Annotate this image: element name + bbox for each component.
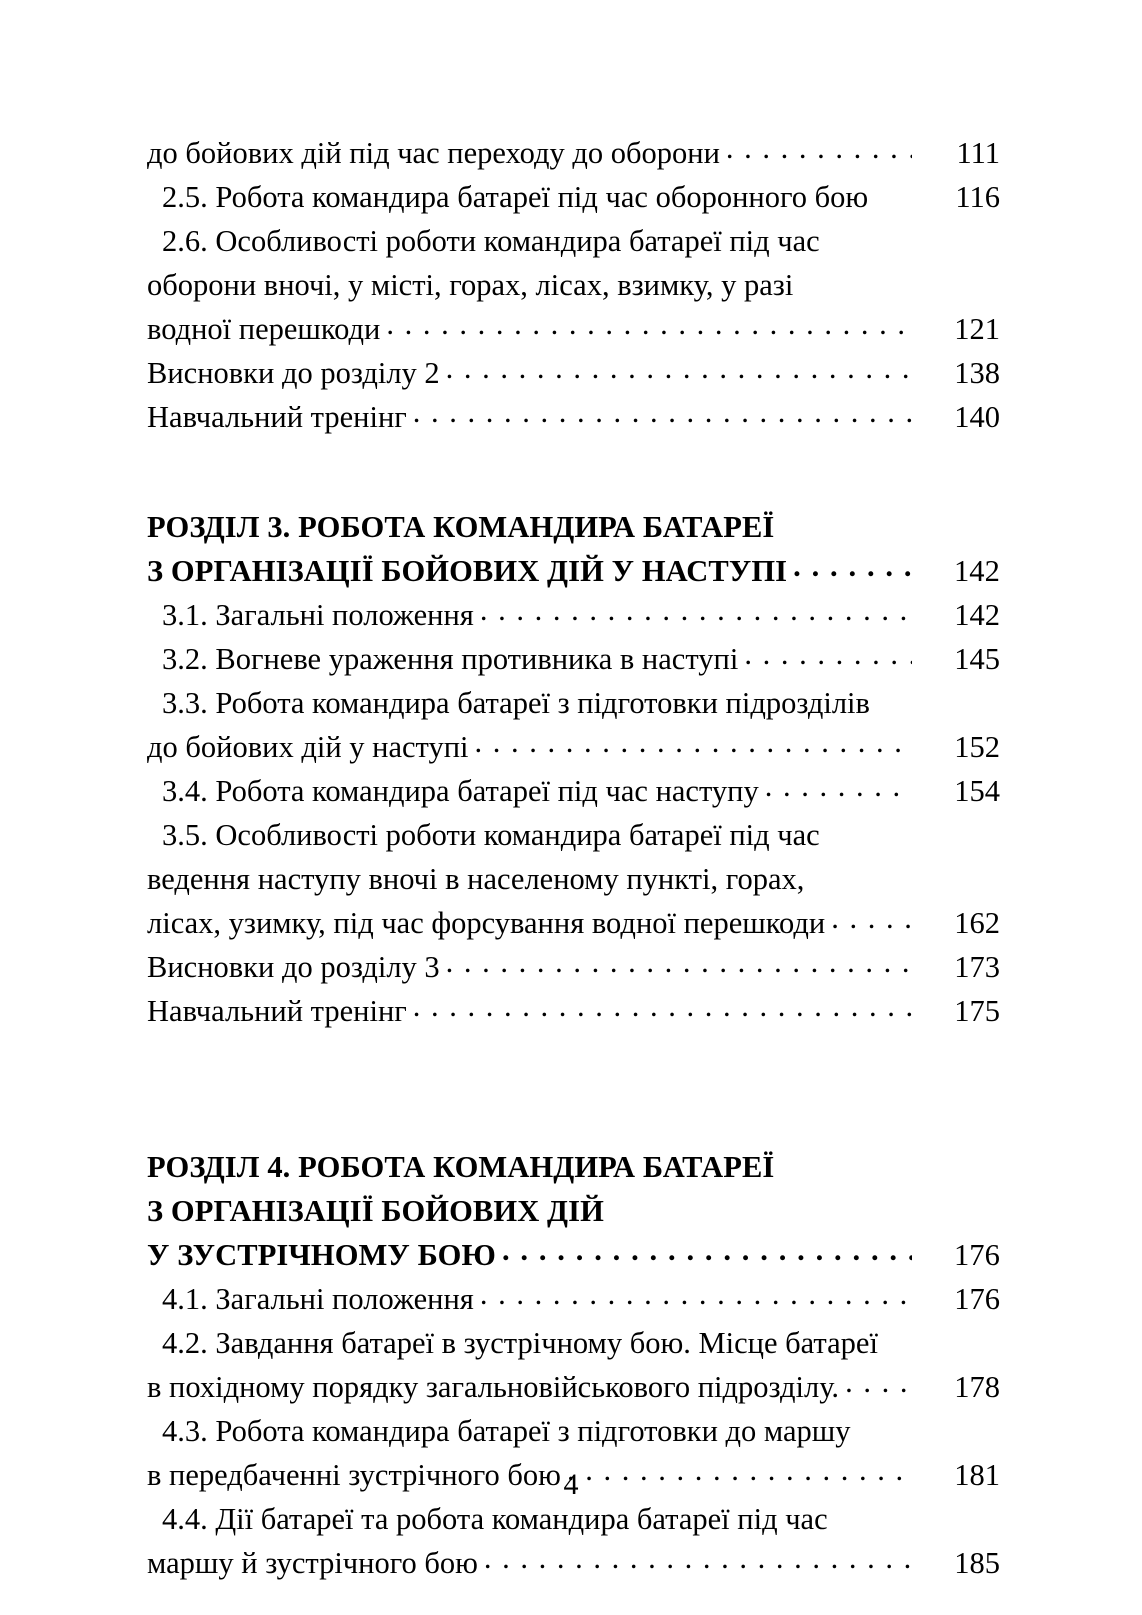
- toc-entry-line: [147, 1365, 1000, 1409]
- toc-entry-line: [147, 769, 1000, 813]
- toc-entry-title: 3.2. Вогневе ураження противника в наступі: [162, 642, 739, 676]
- toc-entry-title: Навчальний тренінг: [147, 400, 407, 434]
- dot-leader: [610, 1191, 912, 1222]
- toc-entry-title: водної перешкоди: [147, 312, 381, 346]
- dot-leader: [480, 1279, 912, 1310]
- dot-leader: [826, 221, 912, 252]
- toc-entry-line: [147, 1277, 1000, 1321]
- dot-leader: [874, 177, 912, 208]
- toc-entry[interactable]: [147, 351, 1000, 395]
- dot-leader: [799, 265, 912, 296]
- dot-leader: [826, 815, 912, 846]
- toc-entry-line: [147, 593, 1000, 637]
- dot-leader: [484, 1543, 912, 1574]
- toc-entry[interactable]: [147, 395, 1000, 439]
- toc-entry-title: У ЗУСТРІЧНОМУ БОЮ: [147, 1238, 496, 1272]
- toc-chapter-entry[interactable]: [147, 505, 1000, 593]
- toc-entry-title: ведення наступу вночі в населеному пункті, горах,: [147, 862, 805, 896]
- toc-entry-line: [147, 505, 1000, 549]
- toc-page-number: 116: [955, 180, 1000, 214]
- toc-entry[interactable]: [147, 1497, 1000, 1585]
- toc-page-number: 142: [953, 554, 1000, 588]
- toc-entry[interactable]: [147, 131, 1000, 175]
- dot-leader: [386, 309, 912, 340]
- toc-entry-line: [147, 1233, 1000, 1277]
- toc-chapter-entry[interactable]: [147, 1145, 1000, 1277]
- toc-entry-line: [147, 681, 1000, 725]
- toc-entry-title: Висновки до розділу 3: [147, 950, 440, 984]
- toc-page-number: 173: [954, 950, 1000, 984]
- toc-entry-title: в похідному порядку загальновійськового підрозділу.: [147, 1370, 840, 1404]
- toc-page-number: 145: [954, 642, 1000, 676]
- toc-entry[interactable]: [147, 1321, 1000, 1409]
- toc-entry-line: [147, 1321, 1000, 1365]
- toc-entry-line: [147, 395, 1000, 439]
- toc-entry-line: [147, 1409, 1000, 1453]
- toc-entry-title: в передбаченні зустрічного бою: [147, 1458, 561, 1492]
- toc-entry-title: 3.1. Загальні положення: [162, 598, 474, 632]
- toc-entry-line: [147, 351, 1000, 395]
- toc-entry[interactable]: [147, 813, 1000, 945]
- toc-entry-line: [147, 1497, 1000, 1541]
- toc-page-number: 175: [954, 994, 1000, 1028]
- dot-leader: [765, 771, 912, 802]
- toc-page-number: 162: [954, 906, 1000, 940]
- toc-entry-line: [147, 1541, 1000, 1585]
- toc-page-number: 142: [954, 598, 1000, 632]
- toc-entry-line: [147, 1145, 1000, 1189]
- toc-section-gap: [147, 1033, 1000, 1145]
- toc-entry-line: [147, 857, 1000, 901]
- toc-entry-title: лісах, узимку, під час форсування водної перешкоди: [147, 906, 826, 940]
- toc-entry-title: маршу й зустрічного бою: [147, 1546, 478, 1580]
- toc-entry-title: оборони вночі, у місті, горах, лісах, взимку, у разі: [147, 268, 794, 302]
- toc-entry[interactable]: [147, 593, 1000, 637]
- toc-entry-title: Навчальний тренінг: [147, 994, 407, 1028]
- dot-leader: [413, 991, 912, 1022]
- page-folio-number: 4: [563, 1468, 579, 1501]
- toc-entry[interactable]: [147, 945, 1000, 989]
- toc-page-number: 176: [953, 1238, 1000, 1272]
- dot-leader: [884, 1323, 912, 1354]
- toc-entry-line: [147, 307, 1000, 351]
- toc-entry-title: 3.4. Робота командира батареї під час наступу: [162, 774, 759, 808]
- toc-entry[interactable]: [147, 989, 1000, 1033]
- dot-leader: [475, 727, 912, 758]
- toc-page-number: 140: [954, 400, 1000, 434]
- toc-entry-title: РОЗДІЛ 3. РОБОТА КОМАНДИРА БАТАРЕЇ: [147, 510, 775, 544]
- toc-page-number: 138: [954, 356, 1000, 390]
- toc-page-number: 152: [954, 730, 1000, 764]
- dot-leader: [480, 595, 912, 626]
- toc-entry-title: 3.5. Особливості роботи командира батареї під час: [162, 818, 820, 852]
- toc-page-number: 185: [954, 1546, 1000, 1580]
- dot-leader: [744, 639, 912, 670]
- dot-leader: [502, 1235, 912, 1266]
- dot-leader: [726, 133, 912, 164]
- toc-entry[interactable]: [147, 637, 1000, 681]
- dot-leader: [413, 397, 912, 428]
- dot-leader: [810, 859, 912, 890]
- toc-page-number: 176: [954, 1282, 1000, 1316]
- dot-leader: [845, 1367, 912, 1398]
- toc-entry-title: З ОРГАНІЗАЦІЇ БОЙОВИХ ДІЙ: [147, 1194, 604, 1228]
- toc-entry[interactable]: [147, 1277, 1000, 1321]
- toc-entry[interactable]: [147, 219, 1000, 351]
- toc-section-gap: [147, 439, 1000, 505]
- toc-entry-line: [147, 813, 1000, 857]
- toc-entry[interactable]: [147, 769, 1000, 813]
- toc-entry-line: [147, 263, 1000, 307]
- dot-leader: [834, 1499, 912, 1530]
- toc-entry[interactable]: [147, 175, 1000, 219]
- toc-entry-title: 4.3. Робота командира батареї з підготовки до маршу: [162, 1414, 851, 1448]
- dot-leader: [780, 1147, 912, 1178]
- dot-leader: [831, 903, 912, 934]
- toc-entry-title: 2.5. Робота командира батареї під час оборонного бою: [162, 180, 869, 214]
- dot-leader: [876, 683, 912, 714]
- toc-page-number: 181: [954, 1458, 1000, 1492]
- toc-entry[interactable]: [147, 681, 1000, 769]
- dot-leader: [446, 353, 912, 384]
- toc-entry-title: 4.1. Загальні положення: [162, 1282, 474, 1316]
- toc-entry-line: [147, 989, 1000, 1033]
- dot-leader: [857, 1411, 912, 1442]
- toc-page-number: 111: [956, 136, 1000, 170]
- toc-entry-line: [147, 637, 1000, 681]
- dot-leader: [780, 507, 912, 538]
- table-of-contents-list: [147, 131, 1000, 1585]
- toc-entry-line: [147, 901, 1000, 945]
- toc-entry-line: [147, 945, 1000, 989]
- toc-page-number: 178: [954, 1370, 1000, 1404]
- toc-page-number: 154: [954, 774, 1000, 808]
- toc-page-number: 121: [954, 312, 1000, 346]
- toc-entry-line: [147, 725, 1000, 769]
- dot-leader: [793, 551, 912, 582]
- toc-entry-title: до бойових дій під час переходу до оборони: [147, 136, 720, 170]
- toc-entry-line: [147, 131, 1000, 175]
- toc-entry-line: [147, 549, 1000, 593]
- toc-entry-title: 4.2. Завдання батареї в зустрічному бою. Місце батареї: [162, 1326, 878, 1360]
- toc-entry-title: 4.4. Дії батареї та робота командира батареї під час: [162, 1502, 828, 1536]
- toc-entry-title: РОЗДІЛ 4. РОБОТА КОМАНДИРА БАТАРЕЇ: [147, 1150, 775, 1184]
- toc-entry-title: З ОРГАНІЗАЦІЇ БОЙОВИХ ДІЙ У НАСТУПІ: [147, 554, 788, 588]
- toc-entry-title: Висновки до розділу 2: [147, 356, 440, 390]
- toc-entry-title: 2.6. Особливості роботи командира батареї під час: [162, 224, 820, 258]
- toc-entry-line: [147, 175, 1000, 219]
- toc-entry-line: [147, 1189, 1000, 1233]
- toc-entry-title: до бойових дій у наступі: [147, 730, 469, 764]
- dot-leader: [446, 947, 912, 978]
- toc-entry-title: 3.3. Робота командира батареї з підготовки підрозділів: [162, 686, 870, 720]
- toc-entry-line: [147, 219, 1000, 263]
